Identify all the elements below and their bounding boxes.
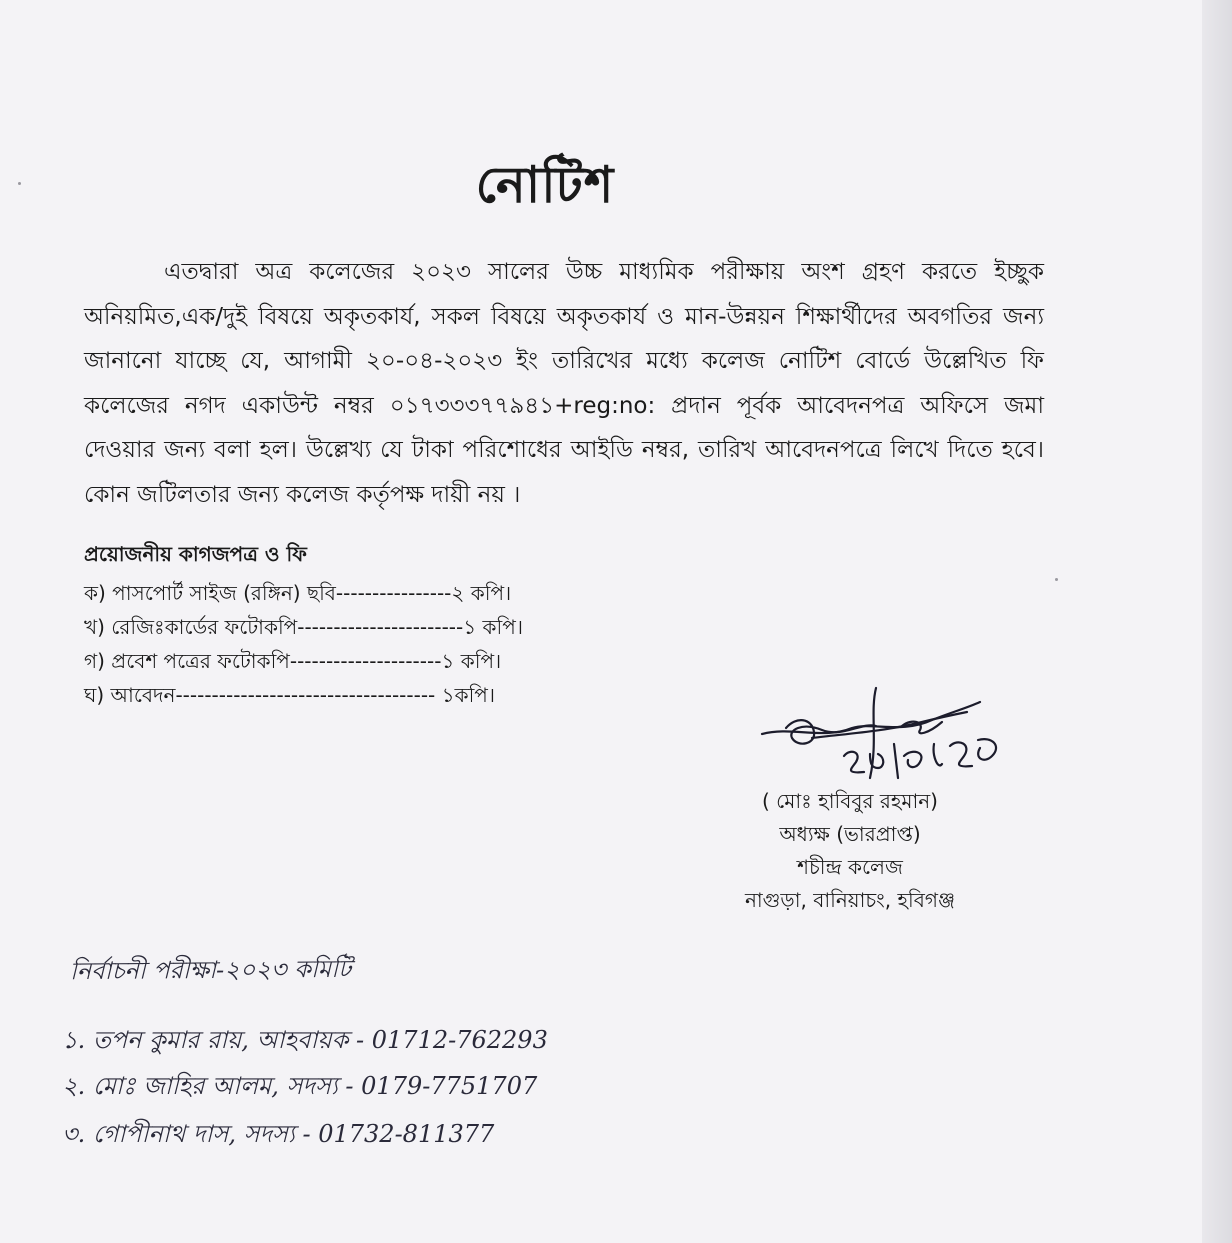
- paper-speck: [18, 182, 21, 185]
- committee-member: ২. মোঃ জাহির আলম, সদস্য - 0179-7751707: [62, 1072, 538, 1100]
- signature-graphic: [752, 682, 1012, 792]
- signatory-designation: অধ্যক্ষ (ভারপ্রাপ্ত): [779, 822, 921, 846]
- notice-title: নোটিশ: [475, 156, 615, 214]
- handwritten-signature: [752, 682, 1012, 792]
- requirements-heading: প্রয়োজনীয় কাগজপত্র ও ফি: [84, 542, 307, 566]
- requirement-item: গ) প্রবেশ পত্রের ফটোকপি---------------------১ কপি।: [84, 649, 502, 673]
- signatory-address: নাগুড়া, বানিয়াচং, হবিগঞ্জ: [744, 888, 956, 912]
- notice-body: [84, 250, 1044, 517]
- committee-title: নির্বাচনী পরীক্ষা-২০২৩ কমিটি: [69, 954, 352, 986]
- requirement-item: খ) রেজিঃকার্ডের ফটোকপি-----------------------১ কপি।: [84, 615, 524, 639]
- notice-body-text: এতদ্বারা অত্র কলেজের ২০২৩ সালের উচ্চ মাধ্যমিক পরীক্ষায় অংশ গ্রহণ করতে ইচ্ছুক অনিয়মিত,এক/দুই বিষয়ে অকৃতকার্য, সকল বিষয়ে অকৃতকার্য ও মান-উন্নয়ন শিক্ষার্থীদের অবগতির জন্য জানানো যাচ্ছে যে, আগামী ২০-০৪-২০২৩ ইং তারিখের মধ্যে কলেজ নোটিশ বোর্ডে উল্লেখিত ফি কলেজের নগদ একাউন্ট নম্বর ০১৭৩৩৩৭৭৯৪১+reg:no: প্রদান পূর্বক আবেদনপত্র অফিসে জমা দেওয়ার জন্য বলা হল। উল্লেখ্য যে টাকা পরিশোধের আইডি নম্বর, তারিখ আবেদনপত্রে লিখে দিতে হবে। কোন জটিলতার জন্য কলেজ কর্তৃপক্ষ দায়ী নয় ।: [84, 259, 1044, 508]
- requirement-item: ঘ) আবেদন------------------------------------ ১কপি।: [84, 683, 496, 707]
- requirements-list: [84, 576, 523, 712]
- paper-speck: [1055, 578, 1058, 581]
- committee-member: ১. তপন কুমার রায়, আহবায়ক - 01712-762293: [62, 1026, 548, 1054]
- signatory-block: [700, 785, 1000, 917]
- page-edge-shadow: [1202, 0, 1232, 1243]
- signatory-name: ( মোঃ হাবিবুর রহমান): [761, 789, 938, 813]
- committee-member: ৩. গোপীনাথ দাস, সদস্য - 01732-811377: [62, 1120, 495, 1148]
- requirement-item: ক) পাসপোর্ট সাইজ (রঙ্গিন) ছবি----------------২ কপি।: [84, 581, 512, 605]
- signatory-institution: শচীন্দ্র কলেজ: [797, 855, 903, 879]
